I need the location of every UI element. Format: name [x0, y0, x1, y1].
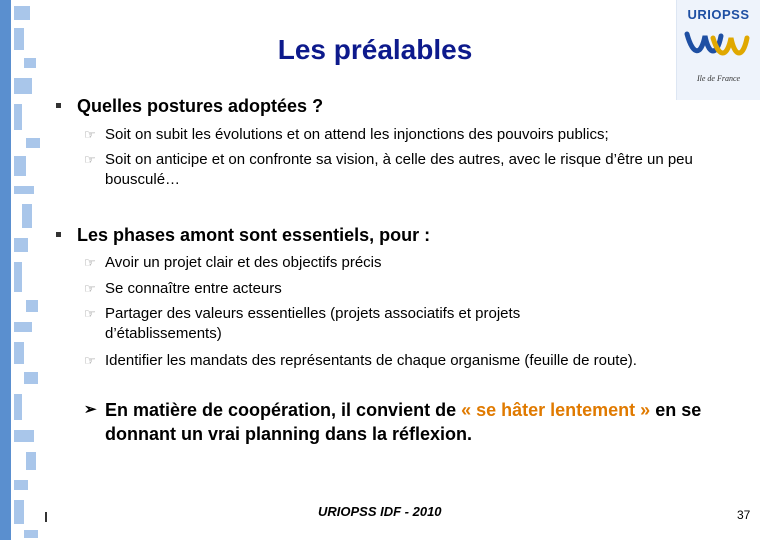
- list-item-text: Soit on subit les évolutions et on attend les injonctions des pouvoirs publics;: [105, 126, 609, 143]
- deco-square: [14, 342, 24, 364]
- list-item-text: Identifier les mandats des représentants de chaque organisme (feuille de route).: [105, 352, 637, 369]
- deco-square: [24, 372, 38, 384]
- footer-text: URIOPSS IDF - 2010: [318, 504, 442, 519]
- footer-rule-mark: [45, 512, 47, 522]
- logo-name: URIOPSS: [687, 7, 750, 22]
- deco-square: [14, 480, 28, 490]
- conclusion-highlight: « se hâter lentement »: [461, 400, 651, 420]
- logo-subtitle: Ile de France: [696, 74, 741, 83]
- deco-square: [24, 530, 38, 538]
- left-accent-band: [0, 0, 11, 540]
- list-item-text: Avoir un projet clair et des objectifs précis: [105, 254, 382, 271]
- conclusion-after: en se donnant un vrai planning dans la réflexion.: [105, 400, 702, 444]
- square-bullet-icon: [56, 232, 61, 237]
- list-item-text: Soit on anticipe et on confronte sa vision, à celle des autres, avec le risque d’être un peu bousculé…: [105, 151, 693, 188]
- hand-point-icon: ☞: [84, 152, 96, 167]
- uriopss-logo: [676, 0, 760, 100]
- deco-square: [14, 394, 22, 420]
- deco-square: [14, 186, 34, 194]
- deco-square: [14, 238, 28, 252]
- deco-square: [14, 500, 24, 524]
- list-item-text: Se connaître entre acteurs: [105, 280, 282, 297]
- deco-square: [26, 452, 36, 470]
- deco-square: [14, 6, 30, 20]
- list-item-text: Partager des valeurs essentielles (projets associatifs et projets d’établissements): [105, 305, 521, 342]
- deco-square: [14, 262, 22, 292]
- page-number: 37: [737, 508, 751, 522]
- deco-square: [26, 138, 40, 148]
- hand-point-icon: ☞: [84, 281, 96, 296]
- deco-square: [26, 300, 38, 312]
- deco-square: [14, 430, 34, 442]
- left-decorative-bar: [0, 0, 50, 540]
- hand-point-icon: ☞: [84, 306, 96, 321]
- deco-square: [14, 322, 32, 332]
- conclusion-text: [105, 398, 745, 446]
- deco-square: [22, 204, 32, 228]
- hand-point-icon: ☞: [84, 353, 96, 368]
- deco-square: [24, 58, 36, 68]
- slide-title: Les préalables: [277, 34, 473, 65]
- square-bullet-icon: [56, 103, 61, 108]
- deco-square: [14, 28, 24, 50]
- logo-wave-icon: [683, 26, 753, 70]
- deco-square: [14, 104, 22, 130]
- deco-square: [14, 156, 26, 176]
- hand-point-icon: ☞: [84, 127, 96, 142]
- arrow-icon: ➢: [84, 401, 97, 418]
- deco-square: [14, 78, 32, 94]
- hand-point-icon: ☞: [84, 255, 96, 270]
- section-2-heading-text: Les phases amont sont essentiels, pour :: [77, 225, 431, 245]
- section-1-heading-text: Quelles postures adoptées ?: [77, 96, 324, 116]
- conclusion-before: En matière de coopération, il convient de: [105, 400, 462, 420]
